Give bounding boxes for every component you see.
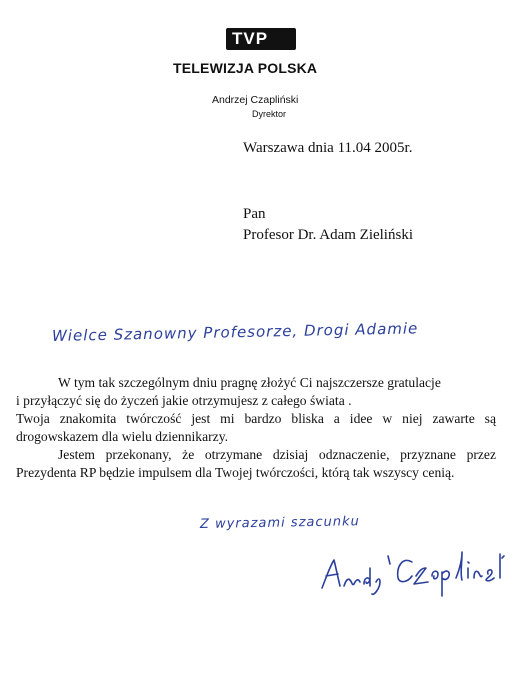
sender-name: Andrzej Czapliński (212, 94, 299, 106)
body-line: drogowskazem dla wielu dziennikarzy. (16, 429, 229, 444)
body-line: Prezydenta RP będzie impulsem dla Twojej twórczości, którą tak wszyscy cenią. (16, 465, 455, 480)
logo-digit: 3 (278, 24, 294, 54)
body-line: Twoja znakomita twórczość jest mi bardzo bliska a idee w niej zawarte są (16, 411, 496, 426)
sender-role: Dyrektor (252, 109, 287, 119)
body-line: W tym tak szczególnym dniu pragnę złożyć Ci najszczersze gratulacje (58, 375, 441, 390)
body-line: Jestem przekonany, że otrzymane dzisiaj odznaczenie, przyznane przez (58, 447, 496, 462)
handwritten-closing: Z wyrazami szacunku (199, 514, 360, 532)
handwritten-signature (316, 538, 516, 603)
organization-name: TELEWIZJA POLSKA (173, 60, 318, 76)
letter-body (16, 374, 496, 482)
date-line: Warszawa dnia 11.04 2005r. (243, 140, 413, 156)
recipient-line-1: Pan (243, 206, 266, 222)
body-line: i przyłączyć się do życzeń jakie otrzymujesz z całego świata . (16, 393, 352, 408)
signature-graphic (316, 538, 516, 598)
recipient-line-2: Profesor Dr. Adam Zieliński (243, 227, 413, 243)
handwritten-salutation: Wielce Szanowny Profesorze, Drogi Adamie (51, 319, 419, 345)
logo-text: TVP (232, 29, 269, 48)
